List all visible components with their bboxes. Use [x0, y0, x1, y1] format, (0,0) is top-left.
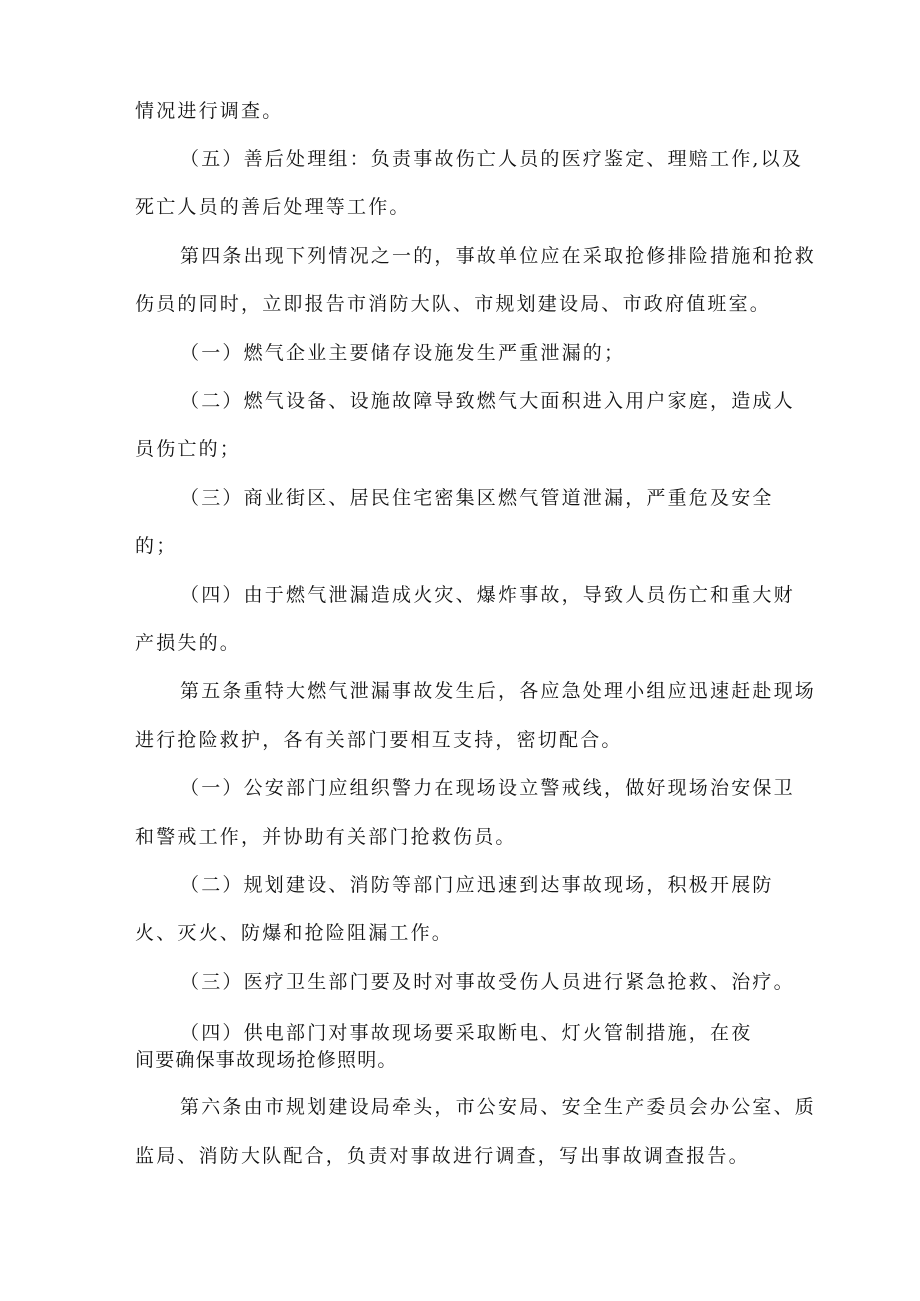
text-line-9: （三）商业街区、居民住宅密集区燃气管道泄漏，严重危及安全 — [180, 487, 774, 509]
text-line-12: 产损失的。 — [135, 632, 242, 654]
text-line-16: 和警戒工作，并协助有关部门抢救伤员。 — [135, 826, 517, 848]
text-line-20: （四）供电部门对事故现场要采取断电、灯火管制措施，在夜 — [180, 1022, 753, 1044]
text-line-17: （二）规划建设、消防等部门应迅速到达事故现场，积极开展防 — [180, 874, 774, 896]
text-line-23: 监局、消防大队配合，负责对事故进行调查，写出事故调查报告。 — [135, 1145, 750, 1167]
text-line-10: 的； — [135, 535, 178, 557]
text-line-4: 第四条出现下列情况之一的，事故单位应在采取抢修排险措施和抢救 — [180, 245, 817, 267]
text-line-13: 第五条重特大燃气泄漏事故发生后，各应急处理小组应迅速赶赴现场 — [180, 680, 817, 702]
text-line-21: 间要确保事故现场抢修照明。 — [135, 1049, 398, 1071]
text-line-2: （五）善后处理组：负责事故伤亡人员的医疗鉴定、理赔工作,以及 — [180, 148, 804, 170]
text-line-7: （二）燃气设备、设施故障导致燃气大面积进入用户家庭，造成人 — [180, 390, 795, 412]
text-line-6: （一）燃气企业主要储存设施发生严重泄漏的； — [180, 342, 626, 364]
text-line-11: （四）由于燃气泄漏造成火灾、爆炸事故，导致人员伤亡和重大财 — [180, 584, 795, 606]
text-line-15: （一）公安部门应组织警力在现场设立警戒线，做好现场治安保卫 — [180, 777, 795, 799]
text-line-22: 第六条由市规划建设局牵头，市公安局、安全生产委员会办公室、质 — [180, 1096, 817, 1118]
text-line-3: 死亡人员的善后处理等工作。 — [135, 196, 411, 218]
text-line-18: 火、灭火、防爆和抢险阻漏工作。 — [135, 922, 454, 944]
text-line-8: 员伤亡的； — [135, 438, 242, 460]
text-line-1: 情况进行调查。 — [135, 100, 284, 122]
text-line-5: 伤员的同时，立即报告市消防大队、市规划建设局、市政府值班室。 — [135, 293, 772, 315]
text-line-14: 进行抢险救护，各有关部门要相互支持，密切配合。 — [135, 729, 623, 751]
text-line-19: （三）医疗卫生部门要及时对事故受伤人员进行紧急抢救、治疗。 — [180, 971, 795, 993]
